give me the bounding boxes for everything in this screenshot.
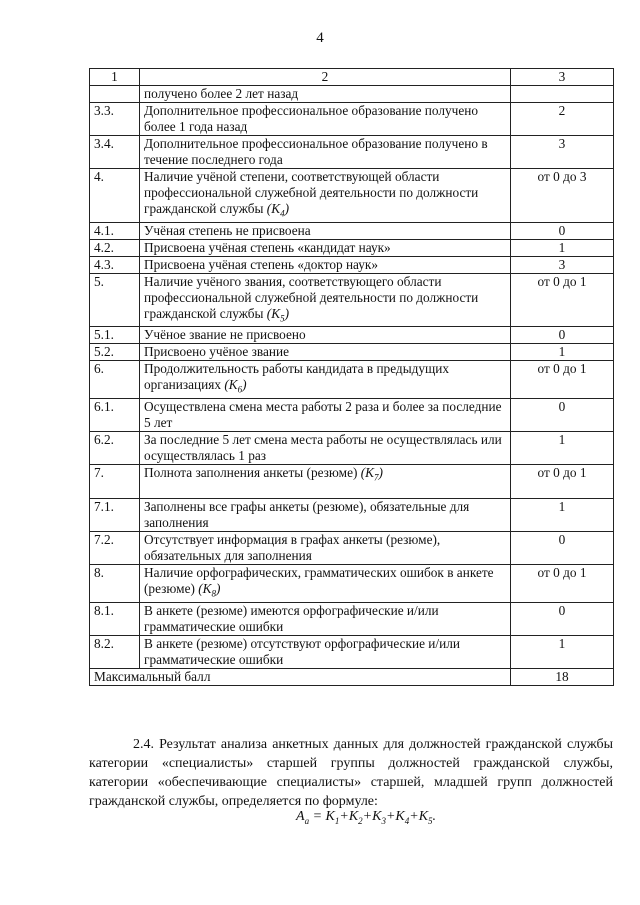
formula-term: $K_2$ [348,809,363,826]
row-score: 1 [511,239,614,256]
table-row [90,531,614,564]
table-row [90,103,614,136]
page-number: 4 [316,30,324,46]
formula-term-index: 3 [381,815,386,826]
row-number: 5.2. [90,344,140,361]
row-text [140,136,511,169]
row-text-content: За последние 5 лет смена места работы не осуществлялась или осуществлялась 1 раз [144,431,502,463]
row-text [140,256,511,273]
table-header-row [90,69,614,86]
row-number: 5. [90,273,140,327]
row-text [140,635,511,668]
row-score: от 0 до 1 [511,273,614,327]
row-number: 3.3. [90,103,140,136]
row-text-content: Заполнены все графы анкеты (резюме), обязательные для заполнения [144,498,470,530]
formula-term: $K_1$ [325,809,340,826]
row-text-content: Учёная степень не присвоена [144,222,311,238]
row-score: 1 [511,498,614,531]
table-row [90,431,614,464]
row-score: 0 [511,531,614,564]
table-row [90,273,614,327]
row-text-content: Продолжительность работы кандидата в предыдущих организациях [144,361,450,393]
coefficient-index: 4 [280,208,285,219]
row-text [140,464,511,498]
table-row [90,398,614,431]
row-number: 4.2. [90,239,140,256]
row-number: 4.1. [90,222,140,239]
table-row [90,222,614,239]
formula-term: $K_5$ [418,809,433,826]
total-label: Максимальный балл [90,668,511,685]
row-text [140,498,511,531]
row-score: 0 [511,222,614,239]
row-text [140,169,511,223]
table-row [90,136,614,169]
row-text-content: Дополнительное профессиональное образование получено более 1 года назад [144,103,479,134]
row-number: 8.2. [90,635,140,668]
row-text [140,222,511,239]
coefficient-label: $(K_4)$ [263,201,290,219]
coefficient-index: 6 [237,384,243,395]
coefficient-index: 5 [280,313,285,324]
formula: $A_a = K_1+K_2+K_3+K_4+K_5$. [296,809,437,826]
row-score [511,86,614,103]
paragraph-text: 2.4. Результат анализа анкетных данных для должностей гражданской службы категории «специалисты» старшей группы должностей гражданской службы, категории «обеспечивающие специалисты» старшей, младшей групп должностей гражданской службы, определяется по формуле: [89,737,613,809]
coefficient-label: $(K_5)$ [263,305,290,324]
row-text: получено более 2 лет назад [140,86,511,103]
row-number: 3.4. [90,136,140,169]
formula-term-index: 4 [404,815,410,826]
total-value: 18 [511,668,614,685]
header-cell: 1 [90,69,140,86]
row-text-content: В анкете (резюме) отсутствуют орфографические и/или грамматические ошибки [144,635,460,667]
row-text-content: Наличие учёной степени, соответствующей области профессиональной служебной деятельности по должности гражданской службы [144,169,479,216]
row-text [140,602,511,635]
formula-term-index: 1 [334,815,340,826]
row-text [140,564,511,602]
row-number: 4.3. [90,256,140,273]
formula-lhs-index: a [304,815,310,826]
row-score: 3 [511,256,614,273]
row-number: 4. [90,169,140,223]
row-score: 1 [511,431,614,464]
row-number: 6.1. [90,398,140,431]
formula-term: $K_4$ [395,809,410,826]
row-text [140,103,511,136]
row-text-content: Отсутствует информация в графах анкеты (резюме), обязательных для заполнения [144,531,441,563]
row-text-content: Дополнительное профессиональное образование получено в течение последнего года [144,136,488,167]
row-score: 1 [511,635,614,668]
formula-term: $K_3$ [372,809,386,826]
row-text-content: Полнота заполнения анкеты (резюме) [144,464,358,480]
row-number: 8.1. [90,602,140,635]
scoring-table [89,68,614,686]
row-text-content: Осуществлена смена места работы 2 раза и более за последние 5 лет [144,398,502,430]
row-number: 6. [90,361,140,399]
formula-intro-paragraph [89,735,613,811]
table-row [90,256,614,273]
row-score: 2 [511,103,614,136]
table-row [90,169,614,223]
row-text-content: Наличие учёного звания, соответствующего области профессиональной служебной деятельности по должности гражданской службы [144,273,479,321]
row-text [140,344,511,361]
coefficient-index: 8 [211,588,217,599]
header-cell: 3 [511,69,614,86]
row-text-content: Присвоено учёное звание [144,344,290,360]
row-score: 0 [511,327,614,344]
row-text-content: Присвоена учёная степень «доктор наук» [144,256,379,272]
table-row [90,239,614,256]
coefficient-label: $(K_7)$ [357,464,383,483]
row-score: от 0 до 1 [511,464,614,498]
row-score: 0 [511,602,614,635]
table-row [90,498,614,531]
row-text [140,398,511,431]
row-text [140,239,511,256]
formula-lhs: A [296,809,305,824]
row-score: 0 [511,398,614,431]
row-number [90,86,140,103]
row-score: от 0 до 3 [511,169,614,223]
row-score: 3 [511,136,614,169]
row-number: 8. [90,564,140,602]
table-row [90,635,614,668]
row-text [140,273,511,327]
formula-term-index: 5 [428,815,433,826]
row-text-content: Учёное звание не присвоено [144,327,306,343]
row-number: 7. [90,464,140,498]
table-row [90,361,614,399]
table-row [90,564,614,602]
row-text-content: В анкете (резюме) имеются орфографические и/или грамматические ошибки [144,602,439,634]
table-row [90,86,614,103]
row-text [140,531,511,564]
row-number: 7.2. [90,531,140,564]
coefficient-label: $(K_8)$ [194,580,221,599]
coefficient-label: $(K_6)$ [221,377,247,395]
table-row [90,602,614,635]
row-text [140,361,511,399]
formula-term-index: 2 [358,815,363,826]
coefficient-index: 7 [374,472,379,483]
row-text-content: Наличие орфографических, грамматических ошибок в анкете (резюме) [144,564,494,596]
table-row [90,464,614,498]
table-row [90,327,614,344]
table-row [90,344,614,361]
row-score: 1 [511,344,614,361]
row-number: 7.1. [90,498,140,531]
row-text [140,431,511,464]
row-number: 6.2. [90,431,140,464]
row-number: 5.1. [90,327,140,344]
header-cell: 2 [140,69,511,86]
total-row [90,668,614,685]
row-score: от 0 до 1 [511,564,614,602]
row-text-content: Присвоена учёная степень «кандидат наук» [144,239,391,255]
row-score: от 0 до 1 [511,361,614,399]
row-text [140,327,511,344]
